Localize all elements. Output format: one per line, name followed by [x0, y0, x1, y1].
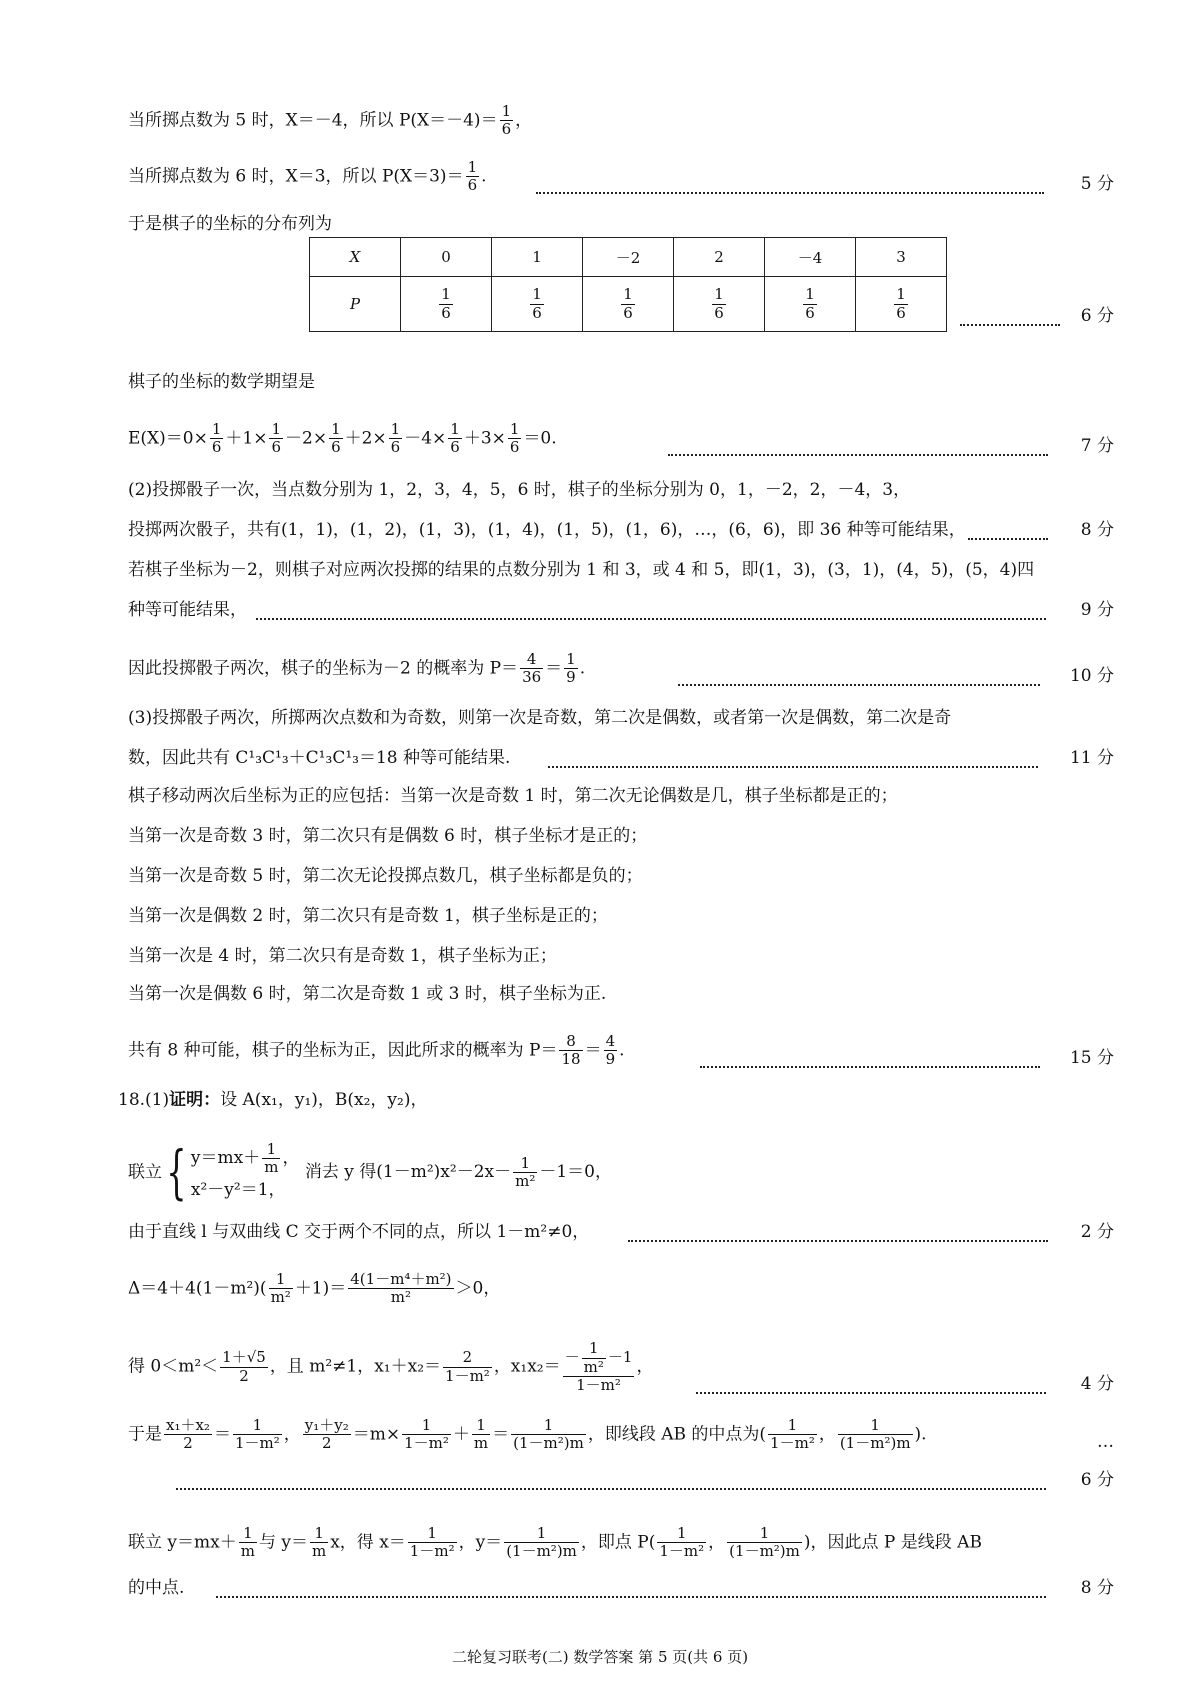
dot-leader [536, 192, 1044, 194]
table-cell: 1 [492, 238, 583, 277]
score-label: 11 分 [1069, 748, 1114, 768]
dot-leader [216, 1596, 1046, 1598]
line-part2-prob: 因此投掷骰子两次，棋子的坐标为－2 的概率为 P＝ $\frac{4}{36}$ ＝ $\frac{1}{9}$ . 10 分 [128, 649, 1114, 686]
line-expectation-formula: E(X)＝0× $\frac{1}{6}$ ＋1× $\frac{1}{6}$ －2× $\frac{1}{6}$ ＋2× $\frac{1}{6}$ －4× $\frac{1}{6}$ ＋3× $\frac{1}{6}$ ＝0. 7 分 [128, 419, 1114, 456]
fraction: $\frac{1}{6}$ [467, 157, 478, 194]
line-q18-range: 得 0＜m²＜ $\frac{1+√5}{2}$ ，且 m²≠1，x₁＋x₂＝ $\frac{2}{\text{1－m²}}$ ，x₁x₂＝ － $\frac{1}{\text{m²}}$ －1 1－m² ， 4 分 [128, 1339, 1114, 1394]
line-expectation-intro: 棋子的坐标的数学期望是 [128, 372, 315, 392]
table-cell: $\frac{1}{6}$ [401, 277, 492, 332]
score-label: 9 分 [1080, 600, 1114, 620]
line-part3-e: 当第一次是奇数 5 时，第二次无论投掷点数几，棋子坐标都是负的； [128, 866, 643, 886]
dot-leader [628, 1240, 1048, 1242]
table-row [310, 238, 947, 277]
table-cell: －4 [765, 238, 856, 277]
score-label: 6 分 [1080, 1470, 1114, 1490]
table-cell: $\frac{1}{6}$ [583, 277, 674, 332]
line-q18-point-p: 联立 y＝mx＋ $\frac{1}{m}$ 与 y＝ $\frac{1}{m}$ x，得 x＝ $\frac{1}{\text{1－m²}}$ ，y＝ $\frac{1}{\text{(1－m²)m}}$ ，即点 P( $\frac{1}{\text{1－m²}}$ ， $\frac{1}{\text{(1－m²)m}}$ )，因此点 P 是线段 AB [128, 1523, 982, 1560]
dot-leader [176, 1488, 1046, 1490]
dot-leader [968, 538, 1048, 540]
table-cell: －2 [583, 238, 674, 277]
line-part2-c: 若棋子坐标为－2，则棋子对应两次投掷的结果的点数分别为 1 和 3，或 4 和 5，即(1，3)，(3，1)，(4，5)，(5，4)四 [128, 560, 1035, 580]
equation-system: y＝mx＋ $\frac{1}{m}$ ， x²－y²＝1， [190, 1139, 300, 1200]
distribution-table [309, 237, 947, 332]
line-table-score [960, 298, 1114, 332]
table-cell: 0 [401, 238, 492, 277]
line-q18-end: 的中点. 8 分 [128, 1570, 1114, 1604]
score-label: 8 分 [1080, 520, 1114, 540]
line-p-x-3: 当所掷点数为 6 时，X＝3，所以 P(X＝3)＝ $\frac{1}{6}$ . 5 分 [128, 157, 1114, 194]
page-footer: 二轮复习联考(二) 数学答案 第 5 页(共 6 页) [451, 1648, 749, 1666]
dot-leader [960, 324, 1060, 326]
line-p-x-minus4: 当所掷点数为 5 时，X＝－4，所以 P(X＝－4)＝ $\frac{1}{6}$ ， [128, 101, 533, 138]
line-q18-midpoint-score [128, 1462, 1114, 1496]
score-label: 8 分 [1080, 1578, 1114, 1598]
score-label: 5 分 [1080, 174, 1114, 194]
question-number: 18.(1) [118, 1090, 170, 1110]
line-part3-c: 棋子移动两次后坐标为正的应包括：当第一次是奇数 1 时，第二次无论偶数是几，棋子坐标都是正的； [128, 786, 898, 806]
line-distribution-intro: 于是棋子的坐标的分布列为 [128, 214, 332, 234]
brace: { [166, 1138, 187, 1207]
table-cell: $\frac{1}{6}$ [765, 277, 856, 332]
table-cell: 3 [856, 238, 947, 277]
line-part3-f: 当第一次是偶数 2 时，第二次只有是奇数 1，棋子坐标是正的； [128, 906, 608, 926]
score-label: 6 分 [1080, 306, 1114, 326]
dot-leader [678, 684, 1040, 686]
table-cell: 2 [674, 238, 765, 277]
line-part2-d: 种等可能结果， 9 分 [128, 592, 1114, 626]
dot-leader [256, 618, 1046, 620]
score-label: 4 分 [1080, 1374, 1114, 1394]
score-label: 10 分 [1069, 666, 1114, 686]
line-part3-d: 当第一次是奇数 3 时，第二次只有是偶数 6 时，棋子坐标才是正的； [128, 826, 648, 846]
fraction: $\frac{1}{6}$ [501, 101, 512, 138]
dot-leader [696, 1392, 1046, 1394]
dot-leader [700, 1066, 1040, 1068]
dot-leader [548, 766, 1038, 768]
line-q18-a: 由于直线 l 与双曲线 C 交于两个不同的点，所以 1－m²≠0， 2 分 [128, 1214, 1114, 1248]
table-cell: $\frac{1}{6}$ [674, 277, 765, 332]
line-part3-b: 数，因此共有 C¹₃C¹₃＋C¹₃C¹₃＝18 种等可能结果. 11 分 [128, 740, 1114, 774]
table-cell: $\frac{1}{6}$ [492, 277, 583, 332]
line-q18-header: 18.(1)证明：设 A(x₁，y₁)，B(x₂，y₂)， [118, 1090, 428, 1110]
proof-label: 证明： [169, 1090, 221, 1110]
table-row-header: X [310, 238, 401, 277]
table-row [310, 277, 947, 332]
line-part3-prob: 共有 8 种可能，棋子的坐标为正，因此所求的概率为 P＝ $\frac{8}{18}$ ＝ $\frac{4}{9}$ . 15 分 [128, 1031, 1114, 1068]
line-q18-system: 联立{ y＝mx＋ $\frac{1}{m}$ ， x²－y²＝1， 消去 y 得(1－m²)x²－2x－ $\frac{1}{\text{m²}}$ －1＝0， [128, 1138, 612, 1207]
score-label: 7 分 [1080, 436, 1114, 456]
score-label: 15 分 [1069, 1048, 1114, 1068]
line-q18-midpoint: 于是 $\frac{\text{x₁＋x₂}}{2}$ ＝ $\frac{1}{\text{1－m²}}$ ， $\frac{\text{y₁＋y₂}}{2}$ ＝m× $\frac{1}{\text{1－m²}}$ ＋ $\frac{1}{m}$ ＝ $\frac{1}{\text{(1－m²)m}}$ ，即线段 AB 的中点为( $\frac{1}{\text{1－m²}}$ ， $\frac{1}{\text{(1－m²)m}}$ ). … [128, 1415, 1114, 1452]
table-cell: $\frac{1}{6}$ [856, 277, 947, 332]
line-part2-a: (2)投掷骰子一次，当点数分别为 1，2，3，4，5，6 时，棋子的坐标分别为 0，1，－2，2，－4，3， [128, 480, 911, 500]
line-part3-h: 当第一次是偶数 6 时，第二次是奇数 1 或 3 时，棋子坐标为正. [128, 984, 607, 1004]
table-row-header: P [310, 277, 401, 332]
line-part2-b: 投掷两次骰子，共有(1，1)，(1，2)，(1，3)，(1，4)，(1，5)，(1，6)，…，(6，6)，即 36 种等可能结果， 8 分 [128, 512, 1114, 546]
score-label: 2 分 [1080, 1222, 1114, 1242]
line-part3-a: (3)投掷骰子两次，所掷两次点数和为奇数，则第一次是奇数，第二次是偶数，或者第一次是偶数，第二次是奇 [128, 708, 952, 728]
dot-leader [668, 454, 1048, 456]
line-part3-g: 当第一次是 4 时，第二次只有是奇数 1，棋子坐标为正； [128, 946, 557, 966]
line-q18-delta: Δ＝4＋4(1－m²)( $\frac{1}{\text{m²}}$ ＋1)＝ $\frac{\text{4(1－m⁴＋m²)}}{\text{m²}}$ ＞0， [128, 1269, 501, 1306]
